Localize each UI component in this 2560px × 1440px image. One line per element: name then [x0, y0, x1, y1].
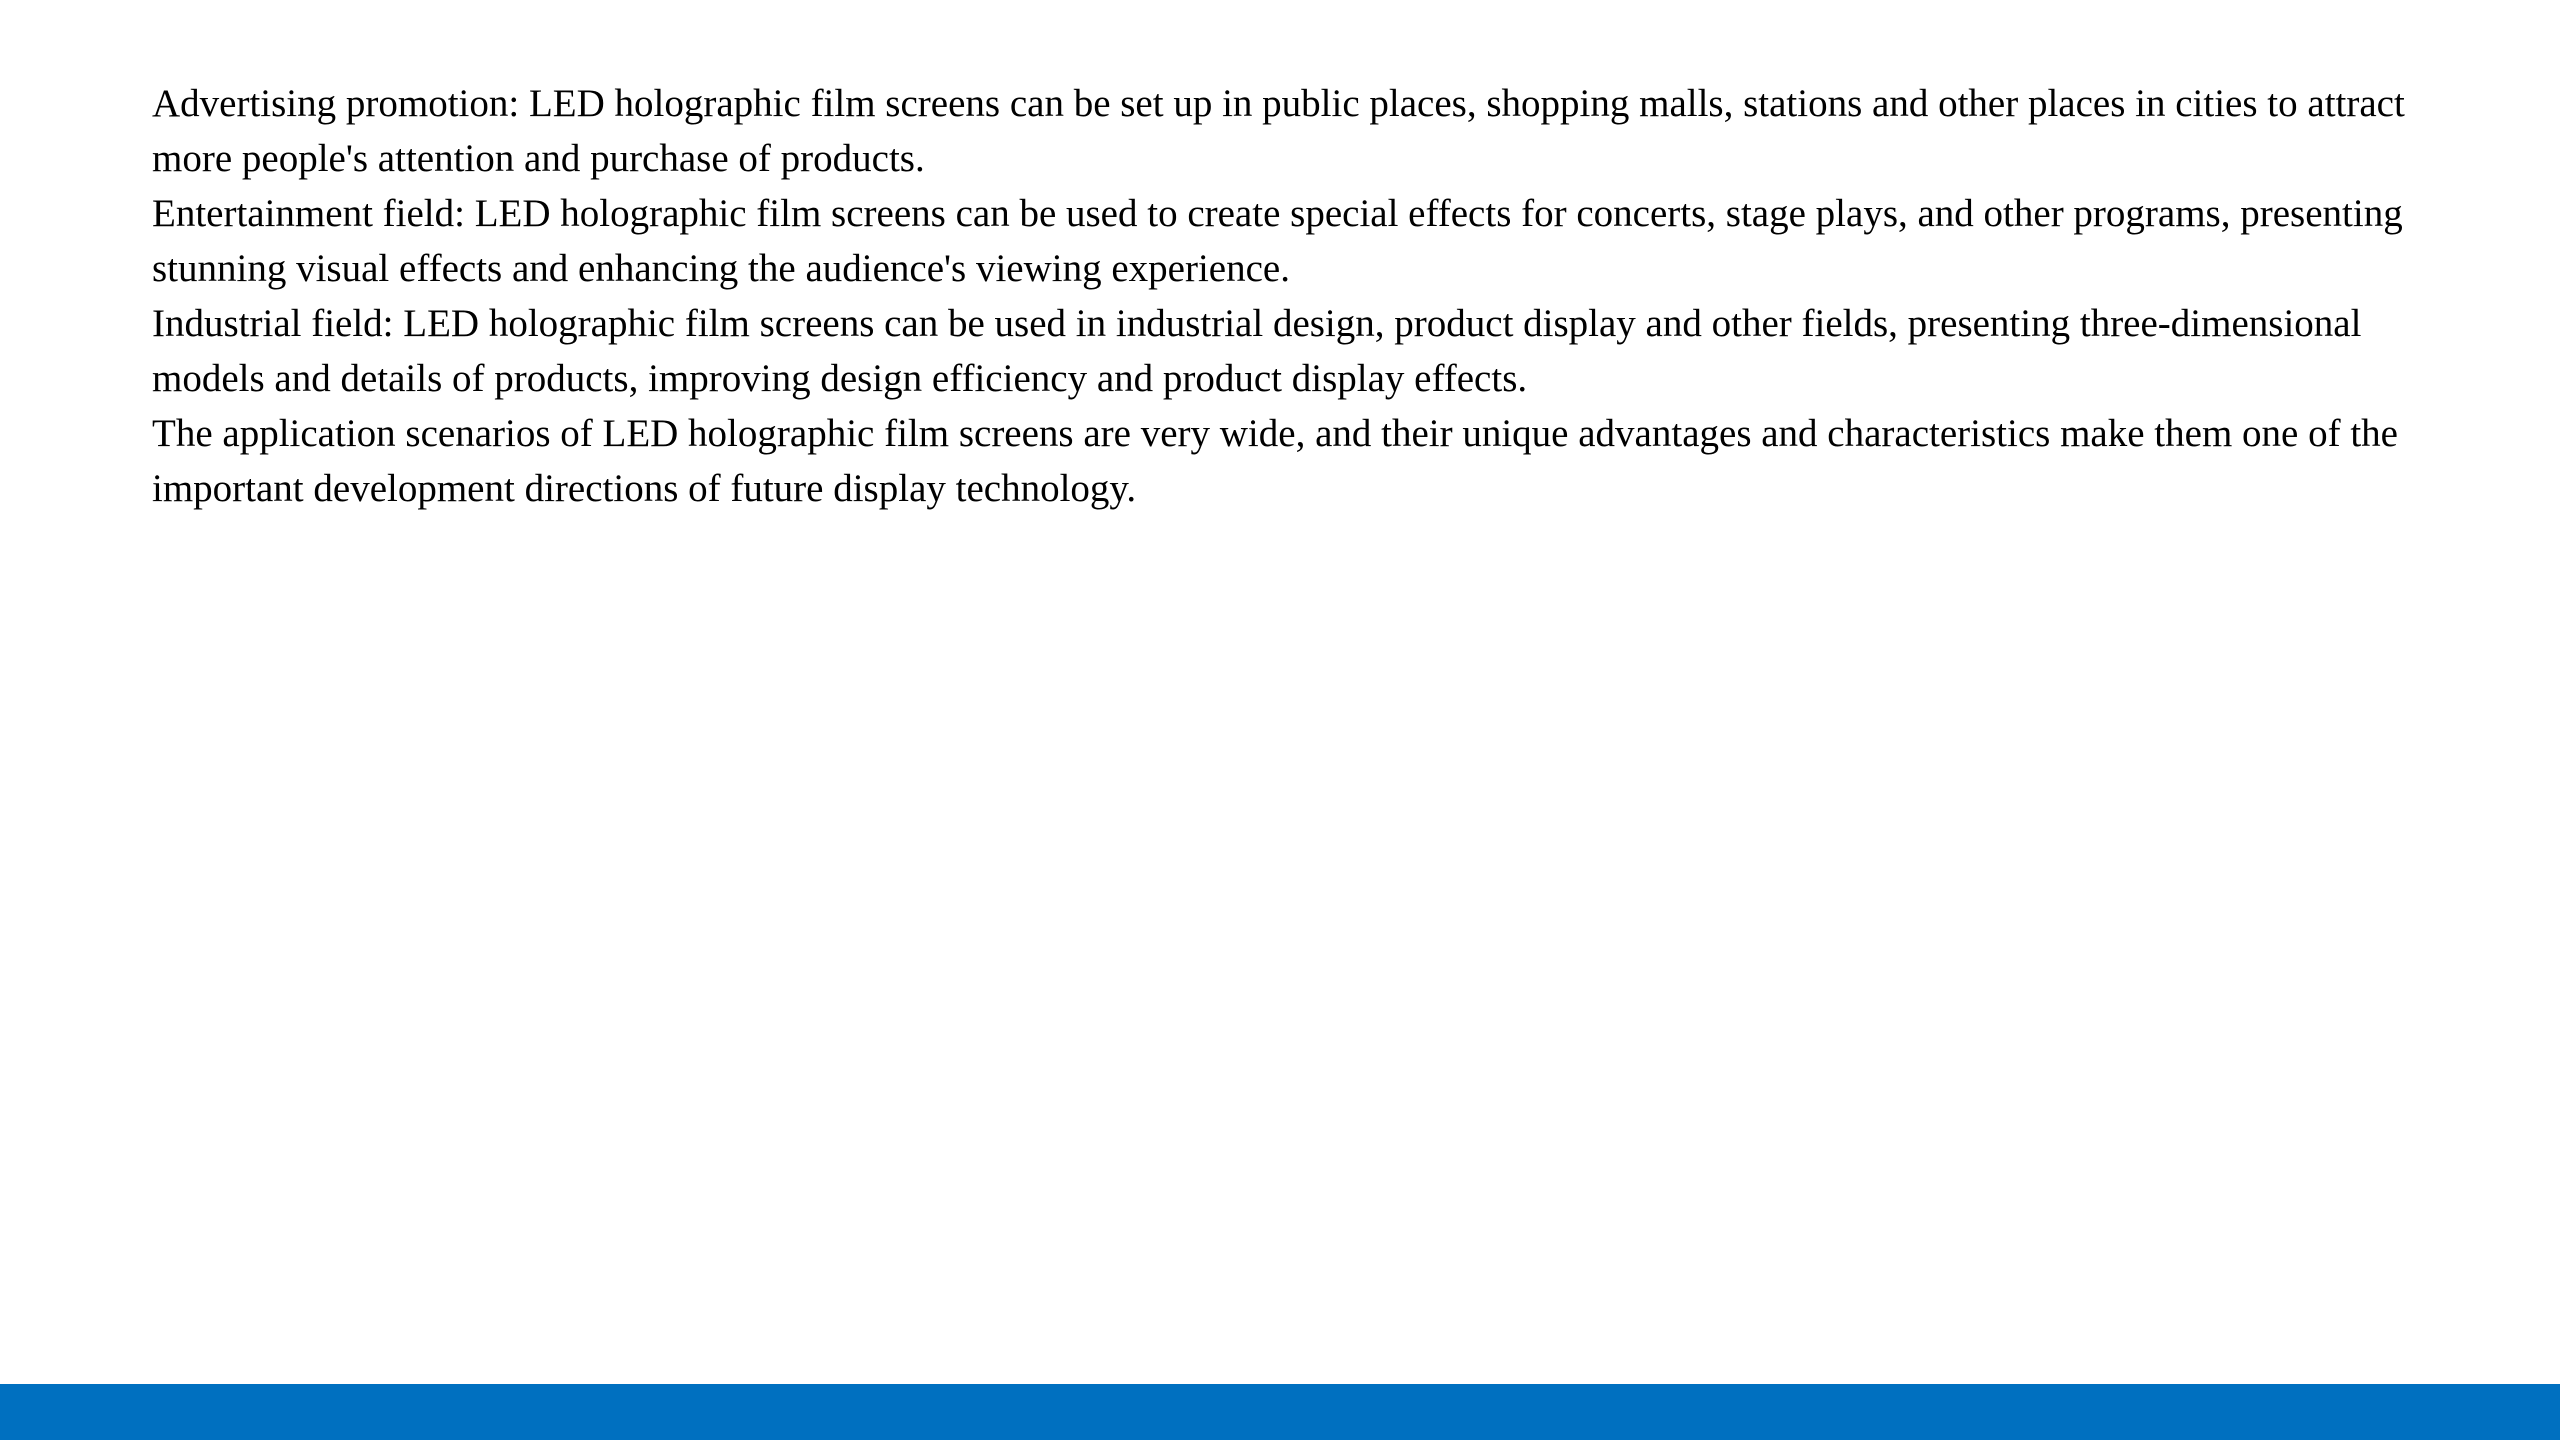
paragraph-industrial: Industrial field: LED holographic film screens can be used in industrial design, product display and other fields, presenting three-dimensional models and details of products, improving design efficiency and product display effects. — [152, 302, 2362, 400]
text-body — [152, 76, 2422, 516]
paragraph-entertainment: Entertainment field: LED holographic film screens can be used to create special effects for concerts, stage plays, and other programs, presenting stunning visual effects and enhancing the audience's viewing experience. — [152, 192, 2403, 290]
paragraph-summary: The application scenarios of LED holographic film screens are very wide, and their unique advantages and characteristics make them one of the important development directions of future display technology. — [152, 412, 2398, 510]
paragraph-advertising: Advertising promotion: LED holographic film screens can be set up in public places, shopping malls, stations and other places in cities to attract more people's attention and purchase of products. — [152, 82, 2405, 180]
footer-bar — [0, 1384, 2560, 1440]
